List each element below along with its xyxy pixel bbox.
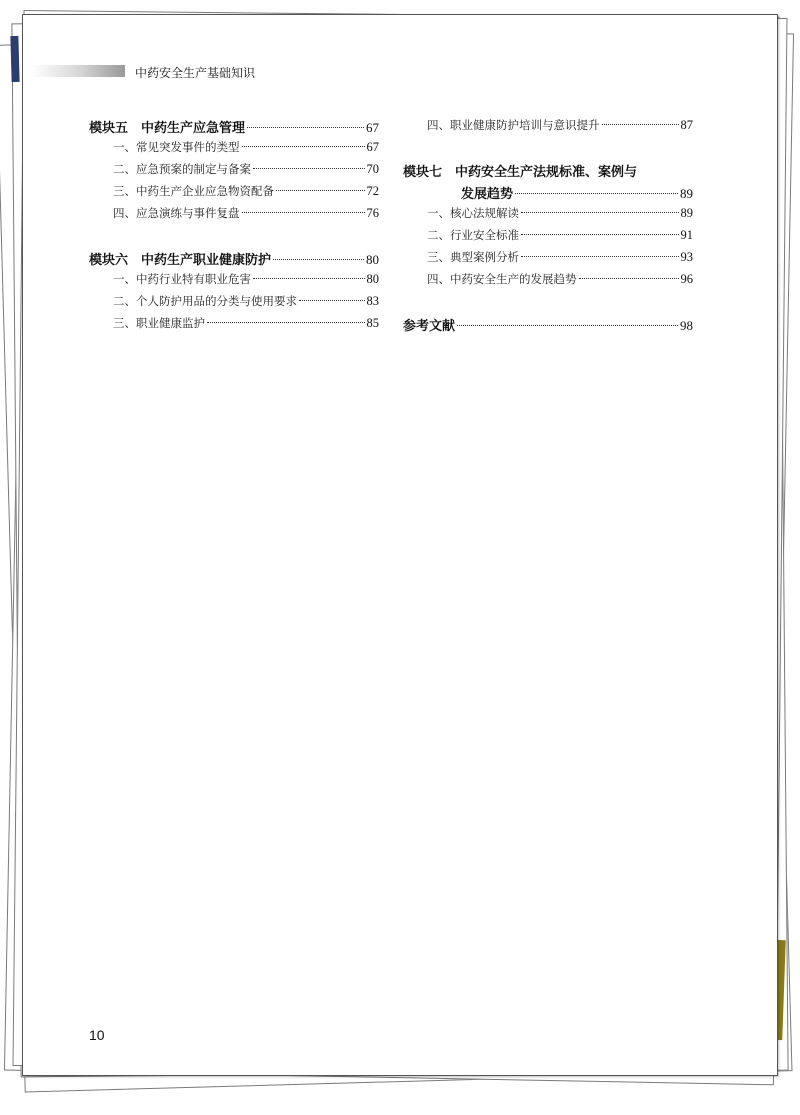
- toc-item-entry[interactable]: [89, 183, 379, 205]
- page-ref: 96: [680, 272, 693, 286]
- leader-dots: [579, 278, 679, 279]
- module-title-line: [403, 183, 693, 205]
- toc-item-entry[interactable]: [89, 271, 379, 293]
- leader-dots: [457, 325, 678, 326]
- leader-dots: [273, 259, 364, 260]
- page-ref: 76: [366, 206, 379, 220]
- page-ref: 83: [366, 294, 379, 308]
- page-ref: 89: [680, 206, 693, 220]
- toc-left-column: [89, 117, 379, 337]
- leader-dots: [521, 212, 679, 213]
- page-ref: 72: [366, 184, 379, 198]
- module-title-continued: 发展趋势: [461, 187, 514, 202]
- leader-dots: [602, 124, 679, 125]
- item-title: 一、常见突发事件的类型: [113, 140, 240, 154]
- leader-dots: [521, 256, 679, 257]
- module-title: 模块五 中药生产应急管理: [89, 121, 246, 136]
- module-title: 模块六 中药生产职业健康防护: [89, 253, 272, 268]
- page-ref: 80: [366, 272, 379, 286]
- page-ref: 80: [366, 252, 379, 267]
- item-title: 四、中药安全生产的发展趋势: [427, 272, 577, 286]
- toc-item-entry[interactable]: [403, 271, 693, 293]
- page-ref: 87: [680, 118, 693, 132]
- page-ref: 85: [366, 316, 379, 330]
- page-number: 10: [89, 1027, 105, 1043]
- toc-right-column: [403, 117, 693, 337]
- toc-references-entry[interactable]: [403, 315, 693, 337]
- item-title: 二、应急预案的制定与备案: [113, 162, 251, 176]
- page-ref: 89: [680, 186, 693, 201]
- item-title: 三、中药生产企业应急物资配备: [113, 184, 274, 198]
- item-title: 二、行业安全标准: [427, 228, 519, 242]
- leader-dots: [253, 168, 365, 169]
- toc-item-entry[interactable]: [89, 293, 379, 315]
- item-title: 二、个人防护用品的分类与使用要求: [113, 294, 297, 308]
- item-title: 三、典型案例分析: [427, 250, 519, 264]
- item-title: 四、职业健康防护培训与意识提升: [427, 118, 600, 132]
- page-ref: 70: [366, 162, 379, 176]
- cover-edge-accent: [10, 36, 19, 82]
- leader-dots: [207, 322, 365, 323]
- module-title: 模块七 中药安全生产法规标准、案例与: [403, 165, 638, 180]
- toc-module-entry[interactable]: [403, 161, 693, 205]
- leader-dots: [276, 190, 365, 191]
- spacer: [403, 139, 693, 161]
- page-ref: 67: [366, 120, 379, 135]
- page-ref: 67: [366, 140, 379, 154]
- leader-dots: [515, 193, 678, 194]
- leader-dots: [253, 278, 365, 279]
- leader-dots: [521, 234, 679, 235]
- running-head: 中药安全生产基础知识: [135, 66, 256, 80]
- item-title: 三、职业健康监护: [113, 316, 205, 330]
- page-ref: 91: [680, 228, 693, 242]
- toc-item-entry[interactable]: [403, 117, 693, 139]
- toc-item-entry[interactable]: [403, 205, 693, 227]
- leader-dots: [242, 212, 365, 213]
- page-ref: 98: [680, 318, 693, 333]
- spacer: [89, 227, 379, 249]
- toc-item-entry[interactable]: [89, 139, 379, 161]
- toc-item-entry[interactable]: [89, 205, 379, 227]
- spacer: [403, 293, 693, 315]
- header-gradient-bar: [31, 65, 125, 77]
- toc-item-entry[interactable]: [89, 315, 379, 337]
- item-title: 一、中药行业特有职业危害: [113, 272, 251, 286]
- leader-dots: [242, 146, 365, 147]
- toc-item-entry[interactable]: [403, 249, 693, 271]
- toc-module-entry[interactable]: [89, 249, 379, 271]
- item-title: 一、核心法规解读: [427, 206, 519, 220]
- toc-module-entry[interactable]: [89, 117, 379, 139]
- toc-item-entry[interactable]: [89, 161, 379, 183]
- leader-dots: [299, 300, 365, 301]
- item-title: 四、应急演练与事件复盘: [113, 206, 240, 220]
- module-title-line: [403, 161, 693, 183]
- leader-dots: [247, 127, 364, 128]
- toc-item-entry[interactable]: [403, 227, 693, 249]
- references-title: 参考文献: [403, 319, 456, 334]
- document-page: [22, 14, 778, 1076]
- page-ref: 93: [680, 250, 693, 264]
